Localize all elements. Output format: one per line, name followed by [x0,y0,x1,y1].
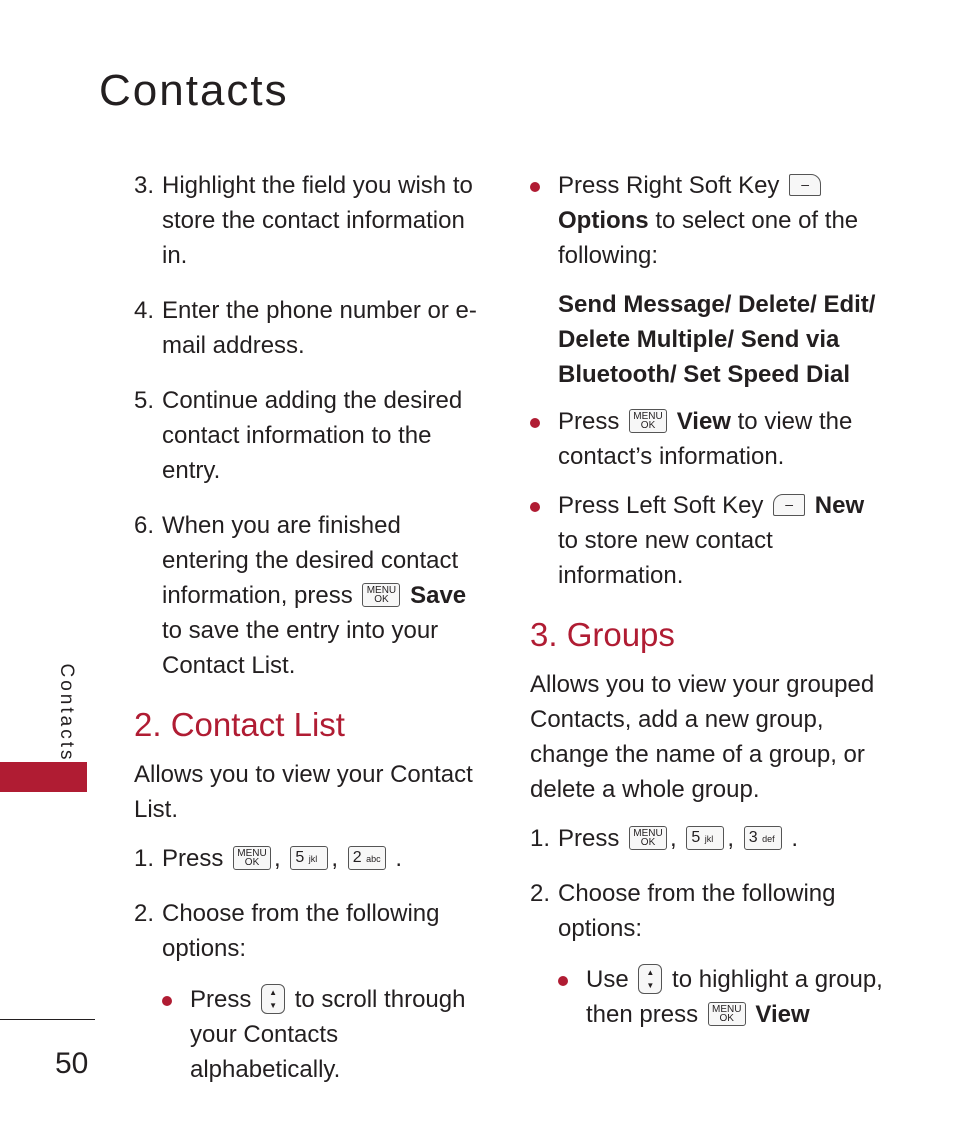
bullet-text: Press [558,408,620,435]
bullet-text: Press Right Soft Key [558,172,780,199]
key-label: OK [244,856,260,868]
menu-ok-key-icon [629,826,667,850]
options-list: Send Message/ Delete/ Edit/ Delete Multiple/ Send via Bluetooth/ Set Speed Dial [558,291,876,388]
step-number: 2. [134,900,155,927]
step-number: 5. [134,387,155,414]
contact-list-step-2 [134,896,490,966]
bullet-dot-icon [530,182,540,192]
bullet-dot-icon [530,418,540,428]
left-column [134,168,490,1101]
key-label: 2 [352,848,362,866]
groups-heading: 3. Groups [530,616,675,653]
step-text: Press [162,845,224,872]
step-text: Highlight the field you wish to store the contact information in. [162,172,473,269]
step-number: 1. [530,825,551,852]
key-label: OK [374,593,389,605]
step-number: 1. [134,845,155,872]
separator: , [274,845,281,872]
step-text: When you are finished entering the desired contact information, press [162,512,459,609]
menu-ok-key-icon [629,409,667,433]
page-title: Contacts [99,66,289,115]
groups-description: Allows you to view your grouped Contacts, add a new group, change the name of a group, or delete a whole group. [530,671,875,803]
key-label: MENU [633,410,663,422]
save-label: Save [410,582,467,609]
right-column [530,168,890,1046]
step-number: 2. [530,880,551,907]
view-label: View [676,408,731,435]
side-tab-label: Contacts [56,663,77,763]
key-5-icon [686,826,724,850]
bullet-text: to highlight a group, then press [586,966,883,1028]
step-text: Continue adding the desired contact information to the entry. [162,387,463,484]
menu-ok-key-icon [708,1002,746,1026]
step-3 [134,168,490,273]
new-label: New [814,492,865,519]
nav-key-icon: ▲ ▼ [638,964,662,994]
nav-key-icon: ▲ ▼ [261,984,285,1014]
contact-list-bullet [134,982,490,1087]
options-label: Options [558,207,649,234]
bullet-text: to store new contact information. [558,527,773,589]
step-text: Choose from the following options: [558,880,836,942]
key-2-icon [348,846,386,870]
key-label: OK [640,419,656,431]
key-letters: abc [366,853,381,864]
menu-ok-key-icon [233,846,271,870]
step-text: Press [558,825,620,852]
step-number: 4. [134,297,155,324]
contact-list-heading: 2. Contact List [134,706,345,743]
new-bullet [502,488,890,593]
view-bullet [502,404,890,474]
key-label: OK [719,1012,734,1024]
key-label: 3 [748,828,758,846]
groups-step-1 [530,821,890,856]
groups-step-2 [530,876,890,946]
key-label: MENU [237,847,267,859]
step-number: 3. [134,172,155,199]
key-letters: def [762,833,775,844]
step-text: Enter the phone number or e-mail address. [162,297,477,359]
bullet-dot-icon [530,502,540,512]
separator: , [727,825,735,852]
key-5-icon [290,846,328,870]
key-label: MENU [366,584,397,596]
step-text: Choose from the following options: [162,900,440,962]
menu-ok-key-icon [362,583,400,607]
bullet-text: Press Left Soft Key [558,492,764,519]
separator: . [791,825,799,852]
options-bullet [502,168,890,273]
step-text: to save the entry into your Contact List. [162,617,439,679]
bullet-text: to view the contact’s information. [558,408,853,470]
right-soft-key-icon: – [789,174,821,196]
side-tab-marker [0,762,87,792]
key-label: OK [640,836,656,848]
bullet-text: to scroll through your Contacts alphabetically. [190,986,466,1083]
bullet-text: Use [586,966,629,993]
separator: , [331,845,339,872]
bullet-text: to select one of the following: [558,207,859,269]
key-letters: jkl [308,853,318,864]
step-4 [134,293,490,363]
left-soft-key-icon: – [773,494,805,516]
key-3-icon [744,826,782,850]
contact-list-description: Allows you to view your Contact List. [134,761,473,823]
key-label: MENU [712,1003,742,1015]
bullet-text: Press [190,986,252,1013]
key-label: MENU [633,827,663,839]
groups-bullet [530,962,890,1032]
step-6 [134,508,490,683]
separator: , [670,825,677,852]
key-letters: jkl [704,833,714,844]
bullet-dot-icon [558,976,568,986]
view-label: View [755,1001,810,1028]
step-5 [134,383,490,488]
key-label: 5 [691,828,701,846]
key-label: 5 [295,848,305,866]
separator: . [395,845,403,872]
footer-rule [0,1019,95,1020]
contact-list-step-1 [134,841,490,876]
page-number: 50 [55,1047,89,1080]
step-number: 6. [134,512,155,539]
bullet-dot-icon [162,996,172,1006]
